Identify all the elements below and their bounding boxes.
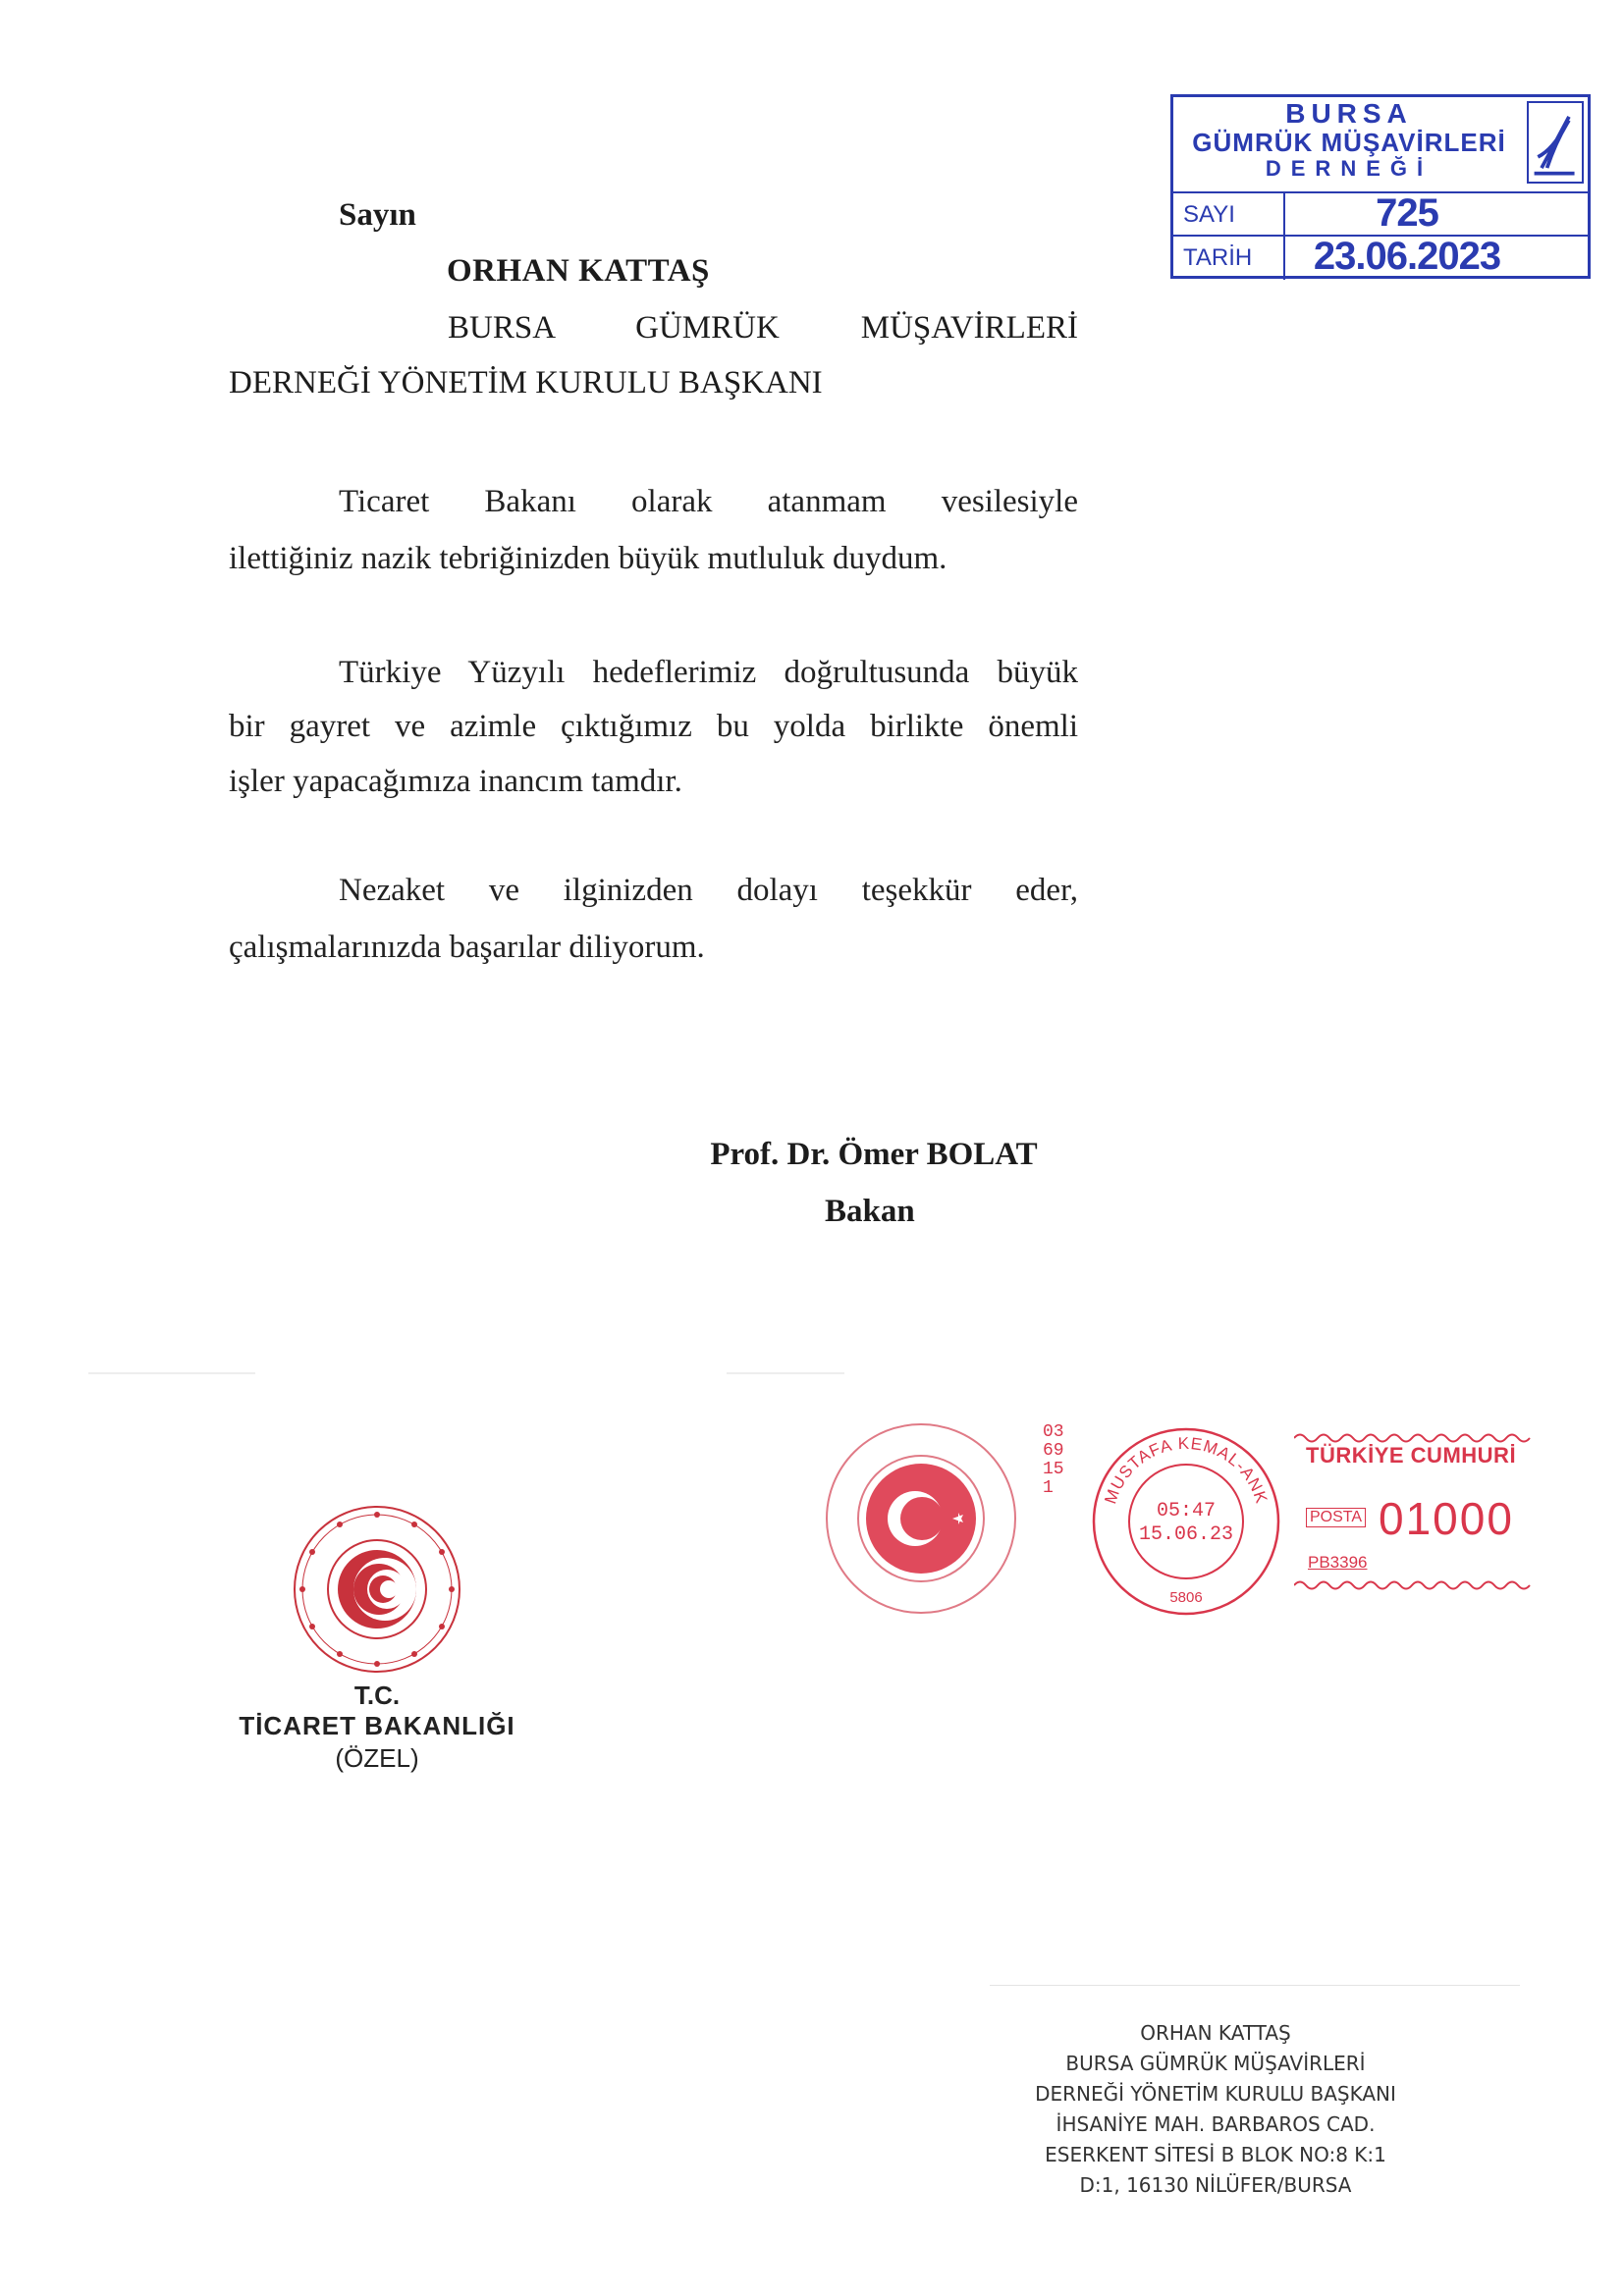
tarih-label: TARİH	[1183, 244, 1253, 271]
address-line: DERNEĞİ YÖNETİM KURULU BAŞKANI	[1035, 2082, 1396, 2106]
postmark-place: MUSTAFA KEMAL-ANK	[1101, 1433, 1272, 1507]
paragraph-2-line-3: işler yapacağımıza inancım tamdır.	[229, 764, 682, 799]
wave-border-icon	[1294, 1578, 1536, 1592]
mailing-address	[990, 2018, 1441, 2201]
association-logo-icon	[1527, 101, 1584, 184]
postmark-time: 05:47	[1156, 1500, 1217, 1522]
ministry-tc: T.C.	[353, 1681, 401, 1710]
tarih-value: 23.06.2023	[1313, 235, 1501, 278]
salutation: Sayın	[339, 197, 416, 233]
paragraph-3-line-2: çalışmalarınızda başarılar diliyorum.	[229, 930, 705, 965]
signer-name: Prof. Dr. Ömer BOLAT	[710, 1137, 1038, 1172]
recipient-title-line-1: BURSA GÜMRÜK MÜŞAVİRLERİ	[448, 310, 1078, 346]
paragraph-2-line-1: Türkiye Yüzyılı hedeflerimiz doğrultusunda büyük	[339, 655, 1078, 690]
address-line: BURSA GÜMRÜK MÜŞAVİRLERİ	[1065, 2052, 1366, 2075]
recipient-title-line-2: DERNEĞİ YÖNETİM KURULU BAŞKANI	[229, 365, 823, 400]
stamp-line-1: BURSA	[1285, 98, 1413, 129]
postmark-icon	[1090, 1425, 1282, 1618]
paragraph-3-line-1: Nezaket ve ilginizden dolayı teşekkür eder,	[339, 873, 1078, 908]
divider	[727, 1372, 844, 1374]
address-line: İHSANİYE MAH. BARBAROS CAD.	[1056, 2112, 1376, 2136]
postmark-code: 5806	[1169, 1589, 1203, 1606]
stamp-line-2: GÜMRÜK MÜŞAVİRLERİ	[1192, 128, 1506, 157]
sayi-value: 725	[1376, 191, 1438, 235]
paragraph-2-line-2: bir gayret ve azimle çıktığımız bu yolda birlikte önemli	[229, 709, 1078, 744]
divider	[88, 1372, 255, 1374]
svg-text:MUSTAFA KEMAL-ANK	[1101, 1434, 1271, 1507]
ministry-seal-icon	[291, 1503, 463, 1676]
postage-meter-imprint	[1294, 1431, 1536, 1598]
paragraph-1-line-2: ilettiğiniz nazik tebriğinizden büyük mutluluk duydum.	[229, 541, 947, 576]
signer-title: Bakan	[825, 1194, 915, 1229]
meter-id: PB3396	[1308, 1553, 1368, 1572]
address-line: ORHAN KATTAŞ	[1140, 2021, 1291, 2045]
stamp-tarih-row	[1173, 235, 1588, 280]
republic-crest-stamp-icon	[823, 1420, 1019, 1617]
address-line: D:1, 16130 NİLÜFER/BURSA	[1079, 2173, 1352, 2197]
address-line: ESERKENT SİTESİ B BLOK NO:8 K:1	[1045, 2143, 1386, 2166]
ministry-name: TİCARET BAKANLIĞI	[239, 1711, 515, 1740]
paragraph-1-line-1: Ticaret Bakanı olarak atanmam vesilesiyle	[339, 484, 1078, 519]
stamp-header	[1173, 97, 1525, 191]
sayi-label: SAYI	[1183, 201, 1235, 228]
meter-title: TÜRKİYE CUMHURİ	[1306, 1443, 1517, 1468]
recipient-name: ORHAN KATTAŞ	[447, 253, 710, 289]
stamp-line-3: DERNEĞİ	[1265, 156, 1434, 181]
address-window-edge	[990, 1985, 1520, 1986]
meter-posta-label: POSTA	[1306, 1508, 1366, 1527]
postmark-date: 15.06.23	[1138, 1523, 1234, 1546]
association-receipt-stamp	[1170, 94, 1591, 279]
ministry-note: (ÖZEL)	[335, 1743, 419, 1773]
stamp-sayi-row	[1173, 191, 1588, 237]
meter-serial-number: 0369151	[1043, 1422, 1064, 1498]
meter-value: 01000	[1379, 1493, 1514, 1544]
